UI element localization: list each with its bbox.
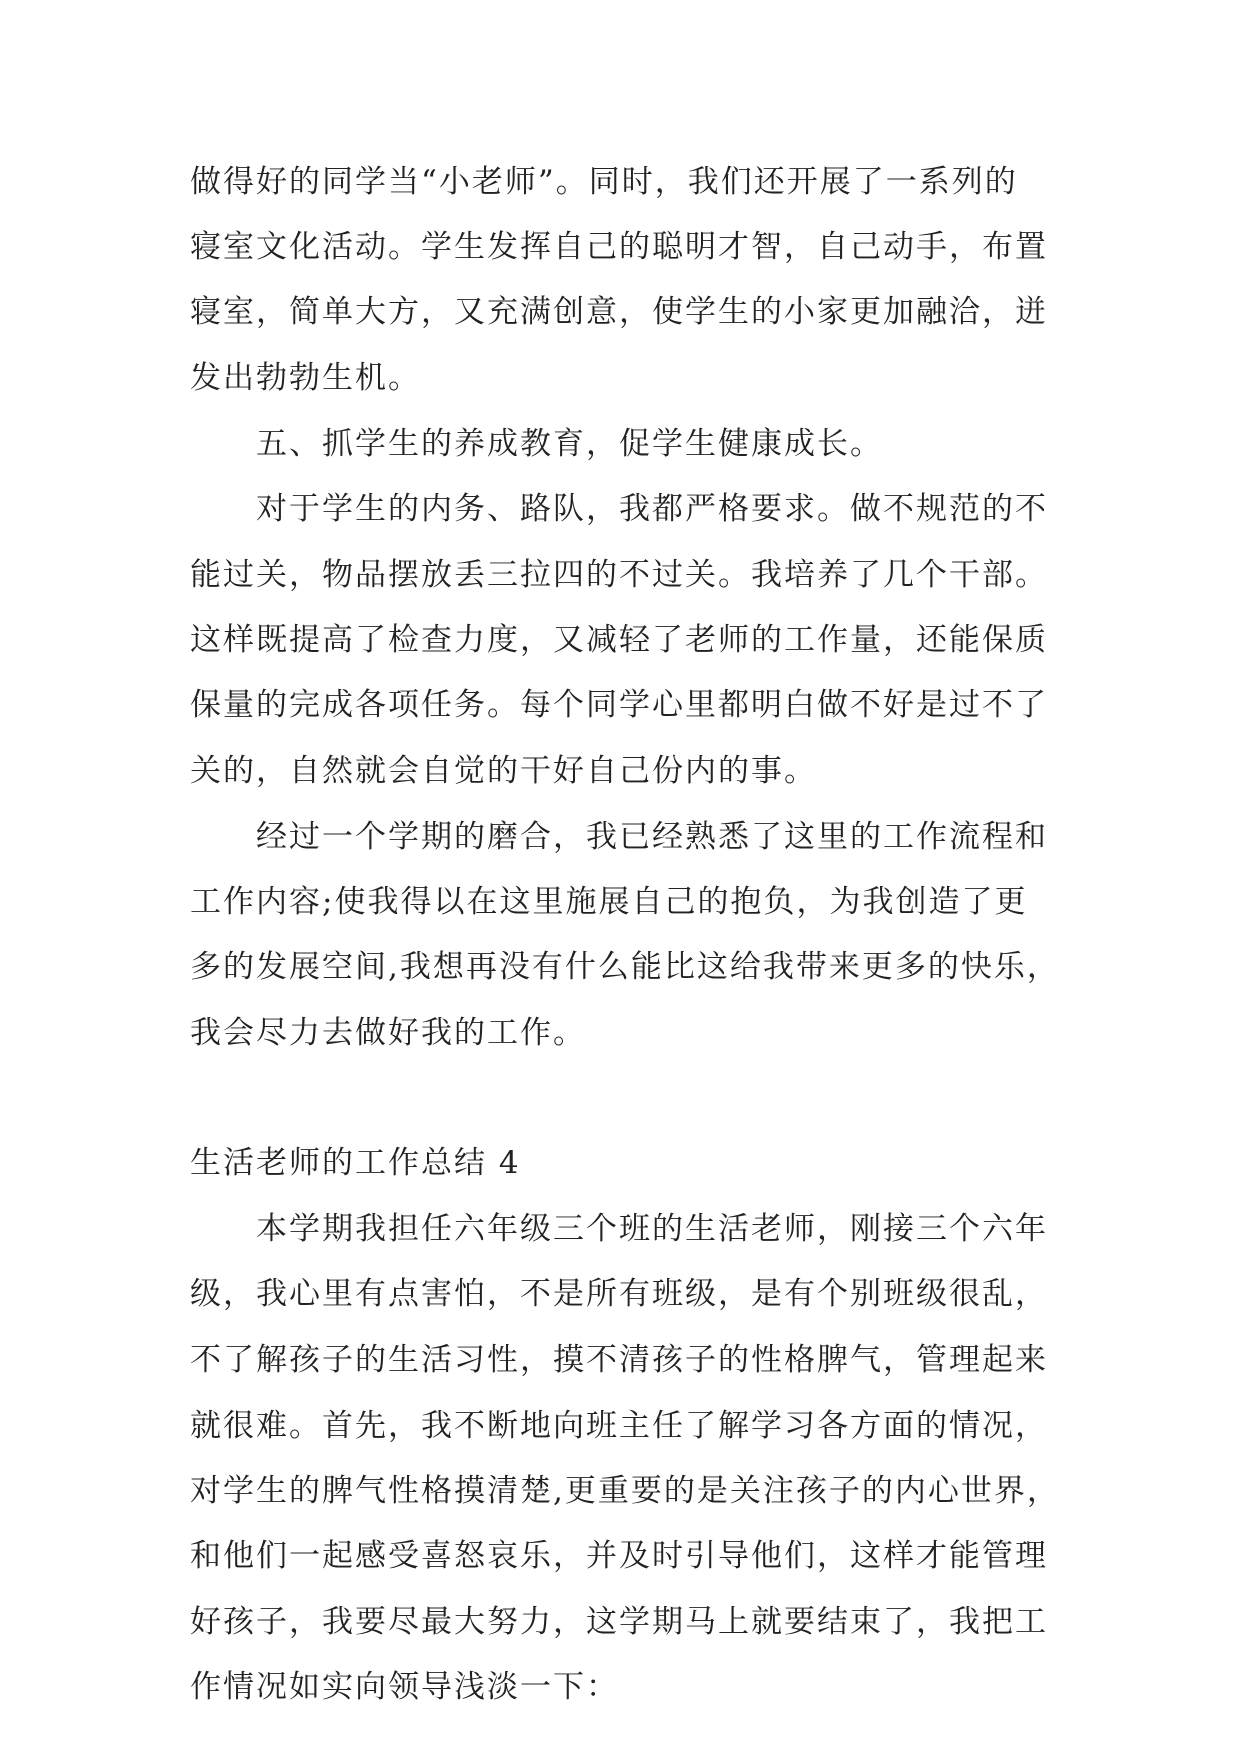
text-line: 经过一个学期的磨合，我已经熟悉了这里的工作流程和 (256, 819, 1048, 855)
text-line: 和他们一起感受喜怒哀乐，并及时引导他们，这样才能管理 (190, 1538, 1048, 1574)
section-title: 生活老师的工作总结 4 (190, 1145, 521, 1181)
text-line: 不了解孩子的生活习性，摸不清孩子的性格脾气，管理起来 (190, 1342, 1048, 1378)
text-line: 做得好的同学当“小老师”。同时，我们还开展了一系列的 (190, 164, 1018, 200)
text-line: 多的发展空间,我想再没有什么能比这给我带来更多的快乐， (190, 949, 1060, 985)
section-heading-5: 五、抓学生的养成教育，促学生健康成长。 (256, 426, 883, 462)
text-line: 我会尽力去做好我的工作。 (190, 1015, 586, 1051)
text-line: 寝室文化活动。学生发挥自己的聪明才智，自己动手，布置 (190, 229, 1048, 265)
text-line: 作情况如实向领导浅淡一下： (190, 1669, 619, 1705)
text-line: 对于学生的内务、路队，我都严格要求。做不规范的不 (256, 491, 1048, 527)
text-line: 好孩子，我要尽最大努力，这学期马上就要结束了，我把工 (190, 1604, 1048, 1640)
text-line: 关的，自然就会自觉的干好自己份内的事。 (190, 753, 817, 789)
text-line: 保量的完成各项任务。每个同学心里都明白做不好是过不了 (190, 687, 1048, 723)
text-line: 就很难。首先，我不断地向班主任了解学习各方面的情况， (190, 1408, 1048, 1444)
text-line: 这样既提高了检查力度，又减轻了老师的工作量，还能保质 (190, 622, 1048, 658)
text-line: 发出勃勃生机。 (190, 360, 421, 396)
text-line: 级，我心里有点害怕，不是所有班级，是有个别班级很乱， (190, 1276, 1048, 1312)
text-line: 对学生的脾气性格摸清楚,更重要的是关注孩子的内心世界， (190, 1473, 1060, 1509)
text-line: 本学期我担任六年级三个班的生活老师，刚接三个六年 (256, 1211, 1048, 1247)
text-line: 寝室，简单大方，又充满创意，使学生的小家更加融洽，迸 (190, 294, 1048, 330)
text-line: 工作内容;使我得以在这里施展自己的抱负，为我创造了更 (190, 884, 1028, 920)
text-line: 能过关，物品摆放丢三拉四的不过关。我培养了几个干部。 (190, 557, 1048, 593)
